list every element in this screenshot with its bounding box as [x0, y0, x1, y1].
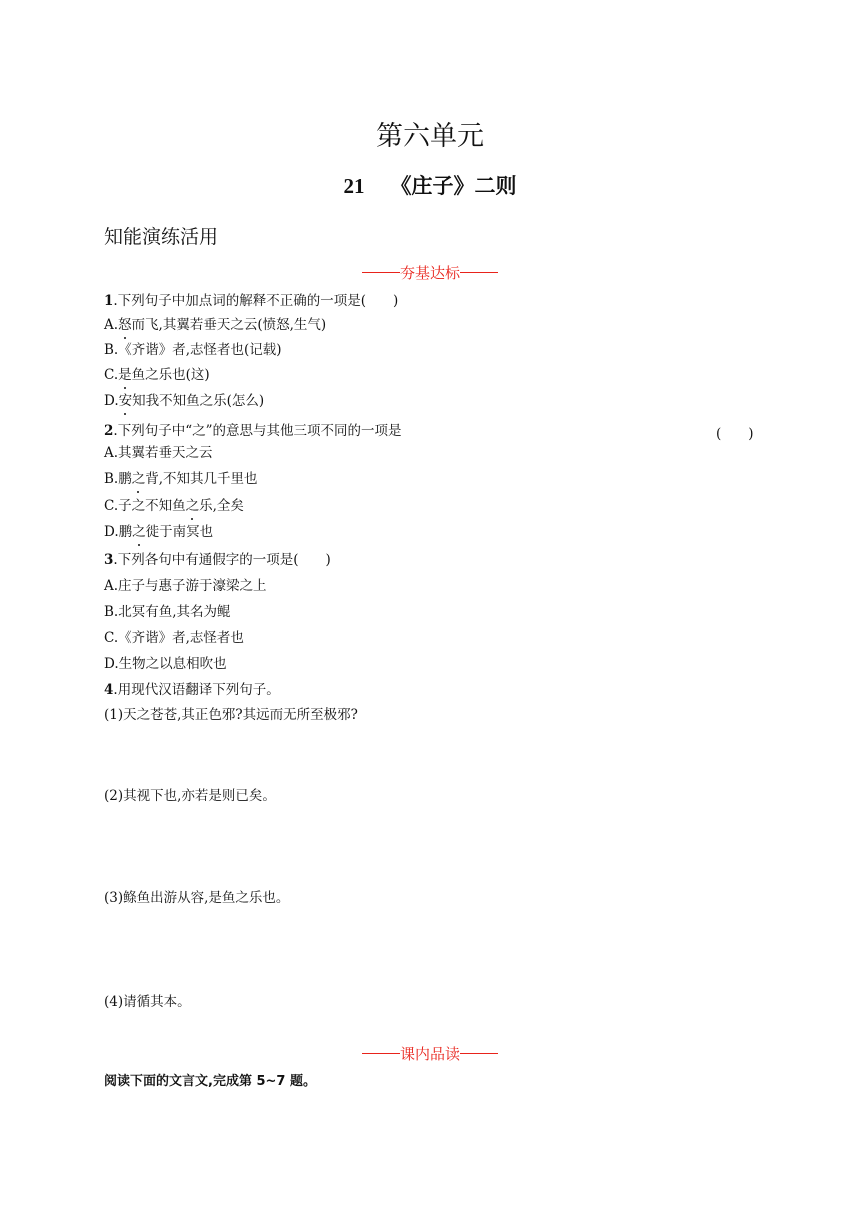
question-3-option-b: B.北冥有鱼,其名为鲲: [104, 604, 231, 620]
question-2-option-c: C.子之不知鱼之乐,全矣: [104, 498, 244, 514]
banner-basic-practice: [0, 262, 860, 283]
question-4-sentence-2: (2)其视下也,亦若是则已矣。: [104, 788, 276, 804]
question-2-option-b: B.鹏之背,不知其几千里也: [104, 471, 258, 487]
question-3-option-d: D.生物之以息相吹也: [104, 656, 227, 672]
emphasis-dot: 之: [131, 471, 146, 487]
question-2-option-a: A.其翼若垂天之云: [104, 445, 213, 461]
question-3-stem: 3.下列各句中有通假字的一项是( ): [104, 552, 331, 568]
reading-intro: 阅读下面的文言文,完成第 5~7 题。: [104, 1074, 316, 1089]
question-4-stem: 4.用现代汉语翻译下列句子。: [104, 682, 280, 698]
question-3-option-a: A.庄子与惠子游于濠梁之上: [104, 578, 267, 594]
question-1-option-d: D.安知我不知鱼之乐(怎么): [104, 393, 265, 409]
question-2-stem: 2.下列句子中“之”的意思与其他三项不同的一项是: [104, 423, 402, 439]
question-3-option-c: C.《齐谐》者,志怪者也: [104, 630, 244, 646]
banner-right-line: [460, 1053, 498, 1054]
question-2-answer-paren: ( ): [716, 426, 754, 442]
emphasis-dot: 之: [185, 498, 200, 514]
question-4-sentence-1: (1)天之苍苍,其正色邪?其远而无所至极邪?: [104, 707, 358, 723]
banner-left-line: [362, 1053, 400, 1054]
emphasis-dot: 安: [118, 393, 133, 409]
question-1-stem: 1.下列句子中加点词的解释不正确的一项是( ): [104, 293, 399, 309]
question-4-sentence-4: (4)请循其本。: [104, 994, 191, 1010]
banner-label: 夯基达标: [399, 264, 460, 282]
question-1-option-a: A.怒而飞,其翼若垂天之云(愤怒,生气): [104, 317, 327, 333]
question-2-option-d: D.鹏之徙于南冥也: [104, 524, 214, 540]
emphasis-dot: 之: [132, 524, 146, 540]
emphasis-dot: 是: [118, 367, 132, 383]
lesson-name: 《庄子》二则: [390, 174, 517, 198]
banner-left-line: [362, 272, 400, 273]
unit-title: 第六单元: [376, 121, 484, 152]
question-1-option-c: C.是鱼之乐也(这): [104, 367, 210, 383]
lesson-number: 21: [343, 174, 365, 198]
banner-right-line: [460, 272, 498, 273]
lesson-title: [0, 170, 860, 200]
banner-in-class-reading: [0, 1043, 860, 1064]
banner-label: 课内品读: [399, 1045, 460, 1063]
question-1-option-b: B.《齐谐》者,志怪者也(记载): [104, 342, 282, 358]
section-title: 知能演练活用: [104, 226, 219, 248]
question-4-sentence-3: (3)鲦鱼出游从容,是鱼之乐也。: [104, 890, 290, 906]
emphasis-dot: 怒: [118, 317, 132, 333]
